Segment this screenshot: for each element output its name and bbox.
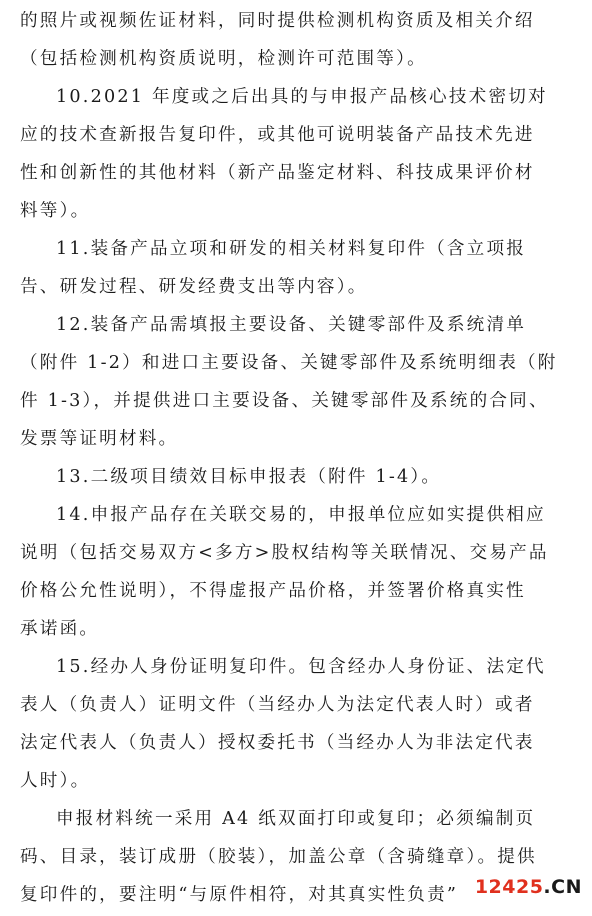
text-line: 人时）。 (20, 771, 91, 791)
text-line: 复印件的，要注明“与原件相符，对其真实性负责” (20, 885, 459, 905)
text-line: 码、目录，装订成册（胶装），加盖公章（含骑缝章）。提供 (20, 847, 537, 867)
watermark-suffix: .CN (543, 876, 582, 898)
paragraph-15-start: 15.经办人身份证明复印件。包含经办人身份证、法定代 (56, 657, 546, 677)
watermark-number: 12425 (474, 876, 544, 898)
paragraph-14-start: 14.申报产品存在关联交易的，申报单位应如实提供相应 (56, 505, 546, 525)
text-line: （包括检测机构资质说明，检测许可范围等）。 (20, 49, 427, 69)
text-line: （附件 1-2）和进口主要设备、关键零部件及系统明细表（附 (20, 353, 558, 373)
text-line: 件 1-3），并提供进口主要设备、关键零部件及系统的合同、 (20, 391, 549, 411)
text-line: 法定代表人（负责人）授权委托书（当经办人为非法定代表 (20, 733, 535, 753)
text-line: 告、研发过程、研发经费支出等内容）。 (20, 277, 368, 297)
text-line: 价格公允性说明），不得虚报产品价格，并签署价格真实性 (20, 581, 526, 601)
text-line: 性和创新性的其他材料（新产品鉴定材料、科技成果评价材 (20, 163, 535, 183)
paragraph-materials-start: 申报材料统一采用 A4 纸双面打印或复印；必须编制页 (56, 809, 536, 829)
paragraph-12-start: 12.装备产品需填报主要设备、关键零部件及系统清单 (56, 315, 527, 335)
text-line: 料等）。 (20, 201, 91, 221)
paragraph-13: 13.二级项目绩效目标申报表（附件 1-4）。 (56, 467, 442, 487)
text-line: 承诺函。 (20, 619, 100, 639)
paragraph-11-start: 11.装备产品立项和研发的相关材料复印件（含立项报 (56, 239, 527, 259)
site-watermark (473, 876, 584, 898)
text-line: 说明（包括交易双方<多方>股权结构等关联情况、交易产品 (20, 543, 549, 563)
text-line: 发票等证明材料。 (20, 429, 179, 449)
text-line: 表人（负责人）证明文件（当经办人为法定代表人时）或者 (20, 695, 535, 715)
text-line: 的照片或视频佐证材料，同时提供检测机构资质及相关介绍 (20, 11, 535, 31)
paragraph-10-start: 10.2021 年度或之后出具的与申报产品核心技术密切对 (56, 87, 548, 107)
text-line: 应的技术查新报告复印件，或其他可说明装备产品技术先进 (20, 125, 535, 145)
